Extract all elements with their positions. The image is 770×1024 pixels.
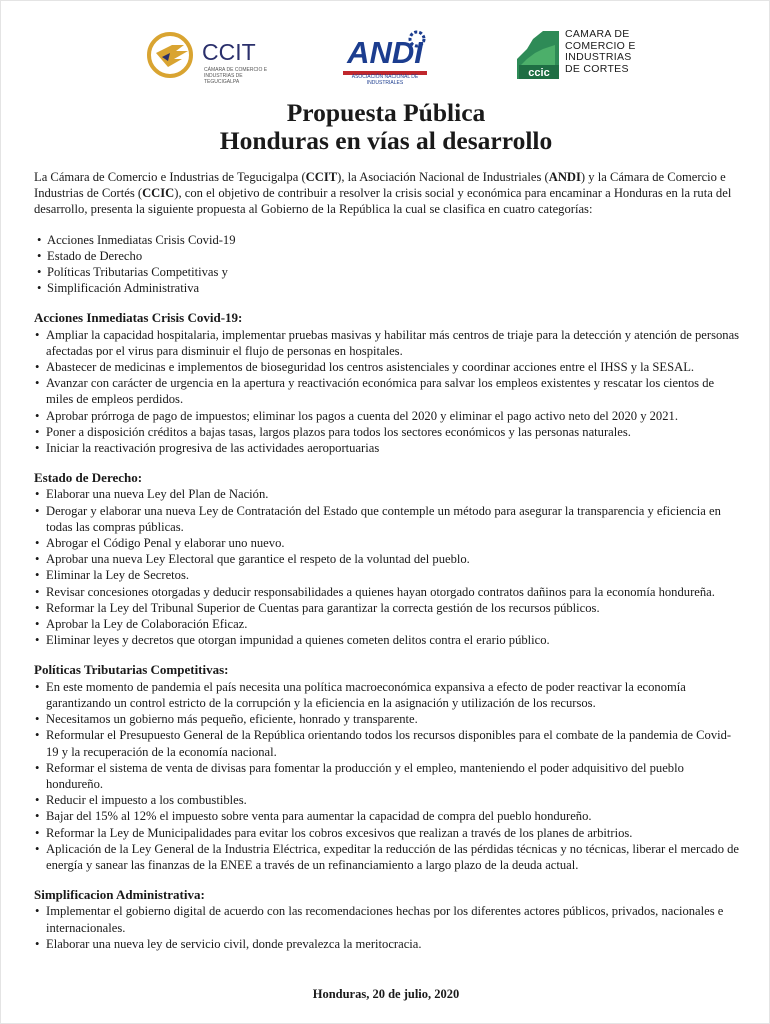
list-item: • Reformular el Presupuesto General de la República orientando todos los recursos disponibles para el combate de la pandemia de Covid-19 y la recuperación de la economía nacional. <box>34 727 742 759</box>
date-footer: Honduras, 20 de julio, 2020 <box>312 987 460 1001</box>
list-item: • Abrogar el Código Penal y elaborar uno nuevo. <box>34 535 742 551</box>
list-item: • Aprobar prórroga de pago de impuestos; eliminar los pagos a cuenta del 2020 y eliminar el pago activo neto del 2020 y 2021. <box>34 408 742 424</box>
list-item: • Elaborar una nueva Ley del Plan de Nación. <box>34 486 742 502</box>
logo-bar <box>1 23 770 93</box>
document-body <box>34 169 742 952</box>
list-item: • Necesitamos un gobierno más pequeño, eficiente, honrado y transparente. <box>34 711 742 727</box>
list-item: • Aprobar una nueva Ley Electoral que garantice el respeto de la voluntad del pueblo. <box>34 551 742 567</box>
list-item: • Derogar y elaborar una nueva Ley de Contratación del Estado que contemple un método para asegurar la transparencia y eficiencia en todas las compras públicas. <box>34 503 742 535</box>
category-item: • Simplificación Administrativa <box>34 280 742 296</box>
list-item: • Bajar del 15% al 12% el impuesto sobre venta para aumentar la capacidad de compra del pueblo hondureño. <box>34 808 742 824</box>
list-item: • Avanzar con carácter de urgencia en la apertura y reactivación económica para salvar los empleos existentes y rescatar los cientos de miles de empleos perdidos. <box>34 375 742 407</box>
category-item: • Estado de Derecho <box>34 248 742 264</box>
andi-subtitle: ASOCIACIÓN NACIONAL DE INDUSTRIALES <box>351 74 419 86</box>
intro-text-2: ), la Asociación Nacional de Industriales ( <box>337 170 549 184</box>
list-item: • Elaborar una nueva ley de servicio civil, donde prevalezca la meritocracia. <box>34 936 742 952</box>
list-item: • En este momento de pandemia el país necesita una política macroeconómica expansiva a efecto de poder reactivar la economía garantizando un control estricto de la corrupción y la eficiencia en la asignación y utilización de los recursos. <box>34 679 742 711</box>
ccit-subtitle: CÁMARA DE COMERCIO E INDUSTRIAS DE TEGUCIGALPA <box>204 67 268 85</box>
intro-text-4: ), con el objetivo de contribuir a resolver la crisis social y económica para encaminar a Honduras en la ruta del desarrollo, presenta la siguiente propuesta al Gobierno de la República la cual se clasifica en cuatro categorías: <box>34 186 732 217</box>
category-list <box>34 232 742 297</box>
section-title: Acciones Inmediatas Crisis Covid-19: <box>34 310 243 326</box>
ccic-logo <box>513 27 643 87</box>
andi-name: ANDI <box>347 35 423 70</box>
section-title: Estado de Derecho: <box>34 470 143 486</box>
ccit-logo <box>146 29 266 85</box>
list-item: • Ampliar la capacidad hospitalaria, implementar pruebas masivas y habilitar más centros de triaje para la detección y atención de personas afectadas por el virus para disminuir el flujo de personas en hospitales. <box>34 327 742 359</box>
list-item: • Eliminar leyes y decretos que otorgan impunidad a quienes cometen delitos contra el erario público. <box>34 632 742 648</box>
list-item: • Reformar la Ley de Municipalidades para evitar los cobros excesivos que realizan a través de los planes de arbitrios. <box>34 825 742 841</box>
title-line-1: Propuesta Pública <box>286 98 486 127</box>
list-item: • Aplicación de la Ley General de la Industria Eléctrica, expeditar la reducción de las pérdidas técnicas y no técnicas, liberar el mercado de energía y sanear las finanzas de la ENEE a través de un refinanciamiento a largo plazo de la deuda actual. <box>34 841 742 873</box>
section-title: Simplificacion Administrativa: <box>34 887 205 903</box>
intro-text-1: La Cámara de Comercio e Industrias de Tegucigalpa ( <box>34 170 306 184</box>
list-item: • Poner a disposición créditos a bajas tasas, largos plazos para todos los sectores económicos y las personas naturales. <box>34 424 742 440</box>
list-item: • Revisar concesiones otorgadas y deducir responsabilidades a quienes hayan otorgado contratos dañinos para la economía hondureña. <box>34 584 742 600</box>
intro-bold-ccit: CCIT <box>305 170 338 184</box>
ccic-emblem-icon <box>513 29 563 85</box>
section-list <box>34 903 742 952</box>
section-estado-derecho <box>34 470 742 648</box>
list-item: • Iniciar la reactivación progresiva de las actividades aeroportuarias <box>34 440 742 456</box>
section-list <box>34 327 742 457</box>
section-title: Políticas Tributarias Competitivas: <box>34 662 229 678</box>
list-item: • Reformar el sistema de venta de divisas para fomentar la producción y el empleo, manteniendo el poder adquisitivo del pueblo hondureño. <box>34 760 742 792</box>
section-list <box>34 679 742 873</box>
title-line-2: Honduras en vías al desarrollo <box>219 126 553 155</box>
andi-logo <box>335 27 435 89</box>
intro-text-3: ) y la Cámara de Comercio e Industrias de Cortés ( <box>34 170 726 201</box>
list-item: • Abastecer de medicinas e implementos de bioseguridad los centros asistenciales y coordinar acciones entre el IHSS y la SESAL. <box>34 359 742 375</box>
list-item: • Eliminar la Ley de Secretos. <box>34 567 742 583</box>
list-item: • Reducir el impuesto a los combustibles. <box>34 792 742 808</box>
category-item: • Políticas Tributarias Competitivas y <box>34 264 742 280</box>
list-item: • Reformar la Ley del Tribunal Superior de Cuentas para garantizar la correcta gestión de los recursos públicos. <box>34 600 742 616</box>
section-politicas-tributarias <box>34 662 742 873</box>
ccit-emblem-icon <box>146 31 198 83</box>
list-item: • Implementar el gobierno digital de acuerdo con las recomendaciones hechas por los diferentes actores públicos, privados, nacionales e internacionales. <box>34 903 742 935</box>
ccit-name: CCIT <box>202 39 256 65</box>
section-simplificacion <box>34 887 742 952</box>
intro-bold-andi: ANDI <box>548 170 581 184</box>
list-item: • Aprobar la Ley de Colaboración Eficaz. <box>34 616 742 632</box>
category-item: • Acciones Inmediatas Crisis Covid-19 <box>34 232 742 248</box>
ccic-name: CAMARA DE COMERCIO E INDUSTRIAS DE CORTES <box>565 28 636 75</box>
intro-paragraph <box>34 169 742 218</box>
section-covid <box>34 310 742 456</box>
ccic-mark-text: ccic <box>528 67 550 79</box>
intro-bold-ccic: CCIC <box>142 186 175 201</box>
page-title <box>1 99 770 155</box>
section-list <box>34 486 742 648</box>
